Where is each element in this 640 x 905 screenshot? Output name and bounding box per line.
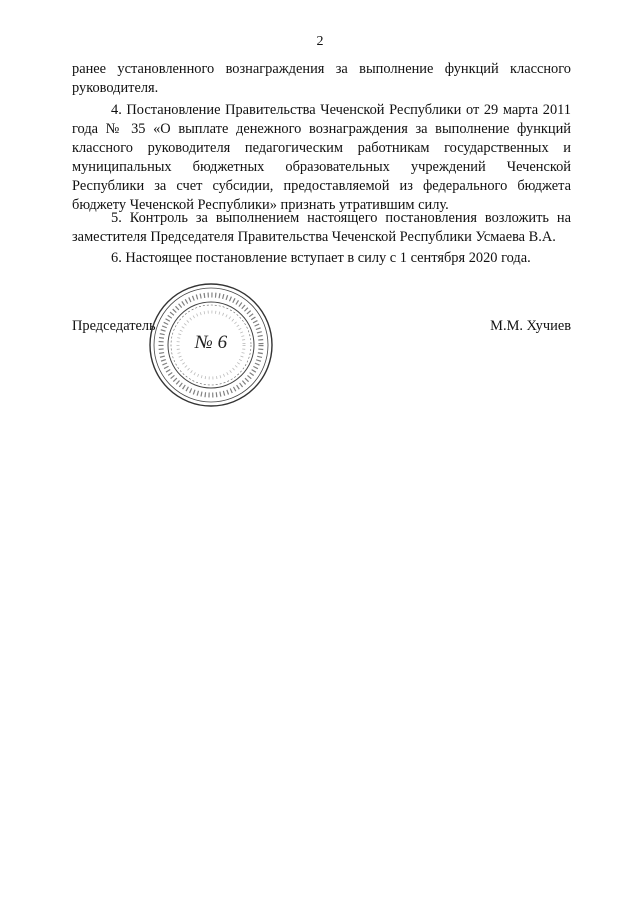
paragraph-item-6-text: 6. Настоящее постановление вступает в силу с 1 сентября 2020 года. — [111, 250, 531, 266]
page-number: 2 — [316, 34, 324, 49]
stamp-number: № 6 — [194, 332, 228, 353]
signature-name: М.М. Хучиев — [490, 318, 571, 334]
paragraph-item-4 — [72, 101, 571, 215]
paragraph-item-5-text: 5. Контроль за выполнением настоящего постановления возложить на заместителя Председателя Правительства Чеченской Республики Усмаева В.А. — [72, 210, 571, 245]
paragraph-continuation — [72, 60, 571, 98]
paragraph-item-5 — [72, 209, 571, 247]
official-stamp — [148, 282, 274, 408]
paragraph-item-4-text: 4. Постановление Правительства Чеченской Республики от 29 марта 2011 года № 35 «О выплате денежного вознаграждения за выполнение функций классного руководителя педагогическим работникам государственных и муниципальных бюджетных образовательных учреждений Чеченской Республики за счет субсидии, предоставляемой из федерального бюджета бюджету Чеченской Республики» признать утратившим силу. — [72, 102, 571, 213]
paragraph-continuation-text: ранее установленного вознаграждения за выполнение функций классного руководителя. — [72, 61, 571, 96]
paragraph-item-6 — [72, 249, 571, 268]
signature-title: Председатель — [72, 318, 156, 334]
